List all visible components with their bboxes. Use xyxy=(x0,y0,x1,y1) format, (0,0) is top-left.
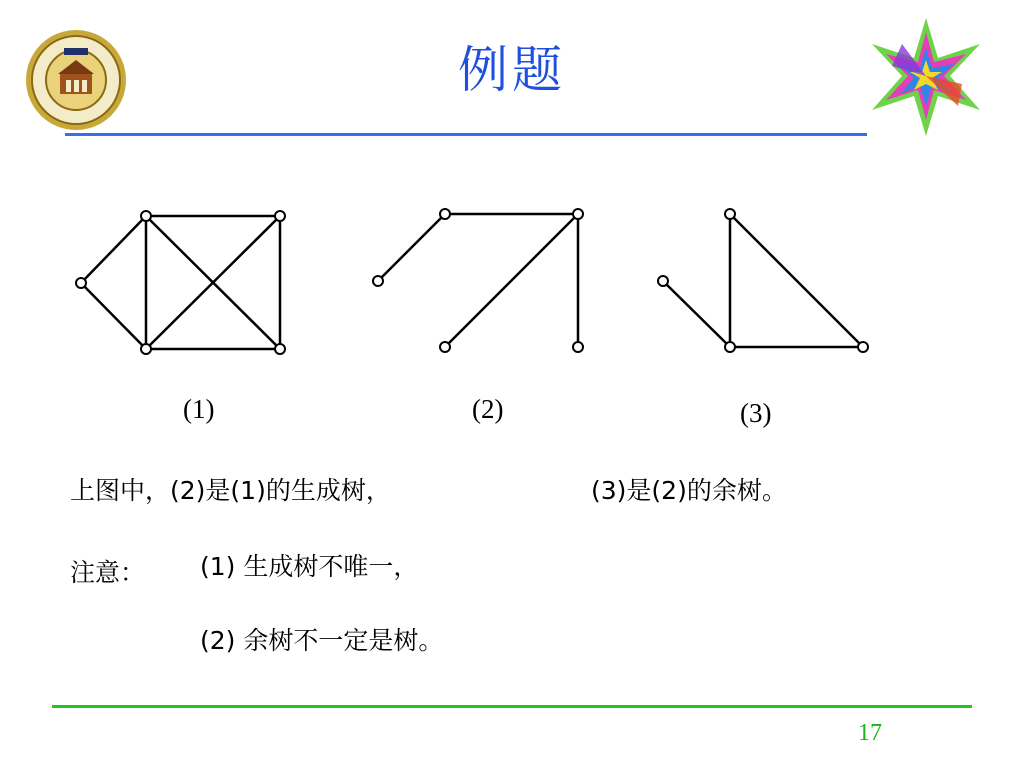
graph-label-1: (1) xyxy=(183,394,215,424)
page-number: 17 xyxy=(858,720,882,746)
kaleidoscope-star-icon xyxy=(862,14,990,140)
statement-part-1: 上图中，(2)是(1)的生成树， xyxy=(70,476,391,505)
graph-figures xyxy=(0,190,1024,380)
graph-2 xyxy=(378,214,578,347)
graph-2-vertices xyxy=(373,209,583,352)
note-label: 注意： xyxy=(70,558,146,587)
footer-divider xyxy=(52,705,972,708)
page-title: 例题 xyxy=(458,41,566,99)
graph-label-3: (3) xyxy=(740,398,772,428)
graph-3-vertices xyxy=(658,209,868,352)
title-divider xyxy=(65,133,867,136)
note-item-2: (2) 余树不一定是树。 xyxy=(200,626,444,655)
graph-label-2: (2) xyxy=(472,394,504,424)
graph-1 xyxy=(81,216,280,349)
graph-3 xyxy=(663,214,863,347)
statement-part-2: (3)是(2)的余树。 xyxy=(591,476,787,505)
graph-1-vertices xyxy=(76,211,285,354)
note-item-1: (1) 生成树不唯一， xyxy=(200,552,419,581)
